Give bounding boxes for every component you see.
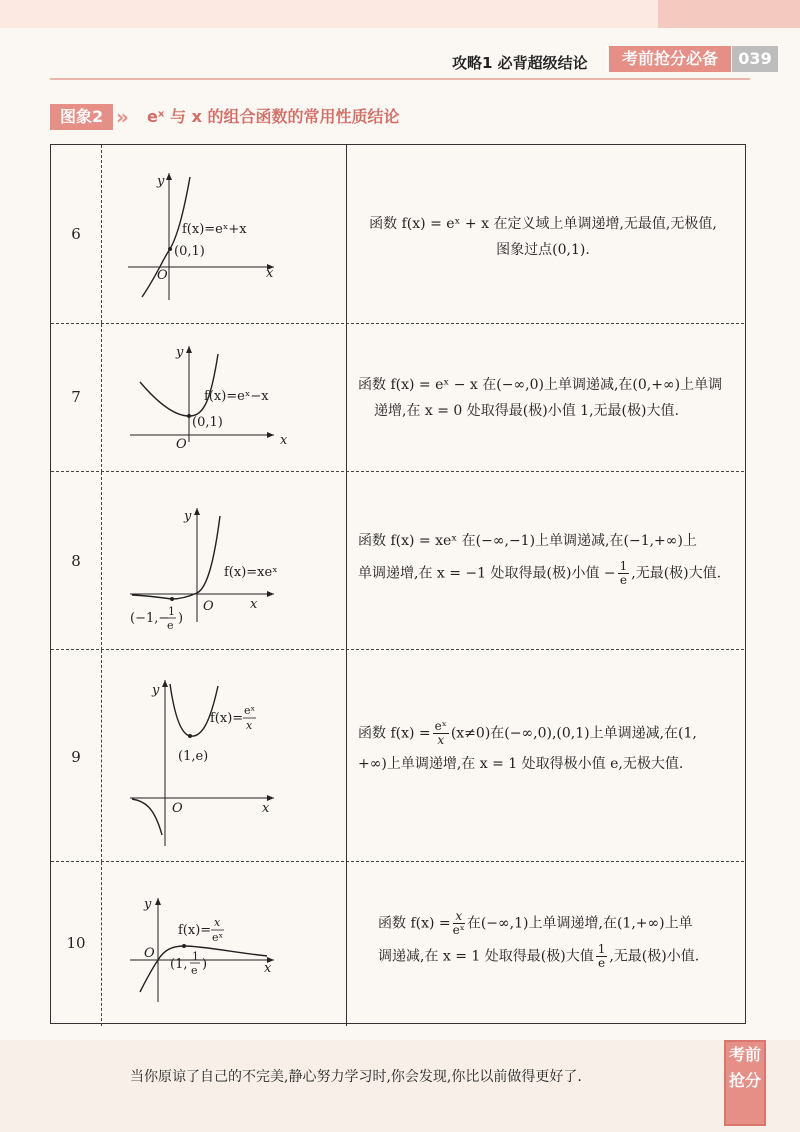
graph-cell [101, 145, 347, 323]
curve-label-den: eˣ [212, 931, 224, 944]
header-rule [50, 78, 750, 80]
row-number: 7 [71, 388, 81, 406]
frac-numerator: 1 [619, 559, 628, 573]
description [348, 211, 738, 263]
fraction [453, 910, 465, 937]
origin-label: O [157, 268, 168, 283]
top-band-accent [658, 0, 800, 28]
desc-text: ,无最(极)大值. [631, 565, 722, 582]
desc-text: ,无最(极)小值. [609, 948, 700, 965]
desc-line-1 [358, 720, 728, 747]
point-label-end: ) [178, 611, 184, 626]
graph-x-over-exp [102, 862, 348, 1026]
y-axis-arrow [166, 173, 172, 180]
origin-label: O [172, 801, 183, 816]
row-number: 6 [71, 225, 81, 243]
x-label: x [264, 961, 272, 976]
desc-line-2: +∞)上单调递增,在 x = 1 处取得极小值 e,无极大值. [358, 756, 684, 772]
footer-band [0, 1040, 800, 1132]
side-tab: 考前 抢分 [724, 1040, 766, 1126]
x-label: x [280, 433, 288, 448]
table-row-6 [51, 145, 744, 323]
x-label: x [250, 597, 258, 612]
row-number: 10 [66, 934, 86, 952]
x-axis-arrow [267, 591, 274, 597]
point-label-end: ) [202, 957, 208, 972]
curve-label-den: x [246, 719, 253, 732]
desc-text: 调递减,在 x = 1 处取得最(极)大值 [378, 948, 594, 965]
curve-label-start: f(x)= [210, 711, 244, 726]
x-label: x [262, 801, 270, 816]
frac-numerator: x [453, 910, 465, 924]
curve-label-num: eˣ [244, 704, 256, 717]
frac-denominator: x [437, 733, 445, 747]
desc-line-1: 函数 f(x) = xeˣ 在(−∞,−1)上单调递减,在(−1,+∞)上 [358, 533, 697, 549]
fraction [596, 943, 608, 970]
desc-line-1 [358, 910, 728, 937]
x-axis-arrow [267, 432, 274, 438]
breadcrumb: 攻略1 必背超级结论 [452, 54, 588, 72]
graph-cell [101, 472, 347, 650]
desc-line-2 [358, 943, 728, 970]
curve-left [132, 799, 162, 835]
graph-exp-minus-x [102, 324, 348, 472]
y-label: y [176, 345, 184, 360]
curve-label: f(x)=eˣ+x [182, 222, 247, 237]
curve-label-start: f(x)= [178, 923, 212, 938]
origin-label: O [144, 946, 155, 961]
graph-exp-plus-x [102, 145, 348, 323]
point-label-den: e [167, 619, 174, 632]
footer-quote: 当你原谅了自己的不完美,静心努力学习时,你会发现,你比以前做得更好了. [130, 1069, 582, 1085]
y-label: y [184, 509, 192, 524]
description [348, 910, 738, 970]
point-label-start: (1, [170, 957, 188, 972]
frac-denominator: e [597, 956, 606, 970]
curve-label-num: x [214, 916, 221, 929]
desc-text: 函数 f(x) = [358, 725, 431, 742]
frac-denominator: eˣ [452, 923, 465, 937]
y-axis-arrow [194, 508, 200, 515]
section-title: eˣ 与 x 的组合函数的常用性质结论 [147, 107, 400, 126]
table-row-7 [51, 323, 744, 472]
graph-cell [101, 650, 347, 862]
point-label-start: (−1,− [130, 611, 170, 626]
graph-exp-over-x [102, 650, 348, 862]
table-row-8 [51, 471, 744, 650]
frac-numerator: eˣ [434, 719, 447, 733]
point-marker [168, 247, 172, 251]
curve-label: f(x)=xeˣ [224, 565, 278, 580]
point-label: (1,e) [178, 749, 209, 764]
properties-table [50, 144, 746, 1024]
page-header [0, 40, 800, 80]
point-label: (0,1) [174, 244, 205, 259]
section-heading [50, 104, 750, 130]
desc-line-1: 函数 f(x) = eˣ + x 在定义域上单调递增,无最值,无极值, [369, 216, 717, 232]
y-axis-arrow [155, 898, 161, 905]
desc-text: (x≠0)在(−∞,0),(0,1)上单调递减,在(1, [450, 725, 697, 742]
chevron-right-icon: » [116, 105, 129, 129]
row-number: 9 [71, 748, 81, 766]
y-label: y [157, 174, 165, 189]
desc-text: 在(−∞,1)上单调递增,在(1,+∞)上单 [466, 915, 693, 932]
point-label-den: e [191, 964, 198, 977]
row-number: 8 [71, 552, 81, 570]
description [348, 372, 738, 424]
table-row-10 [51, 861, 744, 1026]
graph-cell [101, 862, 347, 1026]
graph-cell [101, 324, 347, 472]
y-axis-arrow [162, 680, 168, 687]
curve [140, 354, 218, 416]
origin-label: O [176, 437, 187, 452]
y-label: y [152, 683, 160, 698]
section-tag: 图象2 [50, 104, 113, 130]
desc-line-2 [358, 560, 728, 587]
point-label-num: 1 [192, 950, 199, 963]
point-marker [187, 414, 191, 418]
point-marker [170, 597, 174, 601]
table-row-9 [51, 649, 744, 862]
fraction [618, 560, 630, 587]
y-axis-arrow [186, 346, 192, 353]
description [348, 720, 738, 777]
y-label: y [144, 897, 152, 912]
graph-x-exp [102, 472, 348, 650]
curve-label: f(x)=eˣ−x [204, 389, 269, 404]
desc-text: 单调递增,在 x = −1 处取得最(极)小值 − [358, 565, 616, 582]
frac-denominator: e [619, 573, 627, 587]
origin-label: O [203, 599, 214, 614]
point-marker [188, 734, 192, 738]
desc-text: 函数 f(x) = [378, 915, 451, 932]
desc-line-2: 图象过点(0,1). [496, 242, 590, 258]
page-number: 039 [732, 46, 778, 72]
curve [132, 516, 220, 599]
point-label: (0,1) [192, 415, 223, 430]
point-label-num: 1 [168, 605, 175, 618]
desc-line-1: 函数 f(x) = eˣ − x 在(−∞,0)上单调递减,在(0,+∞)上单调 [358, 377, 723, 393]
point-marker [182, 944, 186, 948]
desc-line-2: 递增,在 x = 0 处取得最(极)小值 1,无最(极)大值. [374, 403, 679, 419]
frac-numerator: 1 [597, 942, 606, 956]
header-badge: 考前抢分必备 [606, 46, 731, 72]
fraction [433, 720, 449, 747]
description [348, 528, 738, 587]
x-label: x [266, 266, 274, 281]
